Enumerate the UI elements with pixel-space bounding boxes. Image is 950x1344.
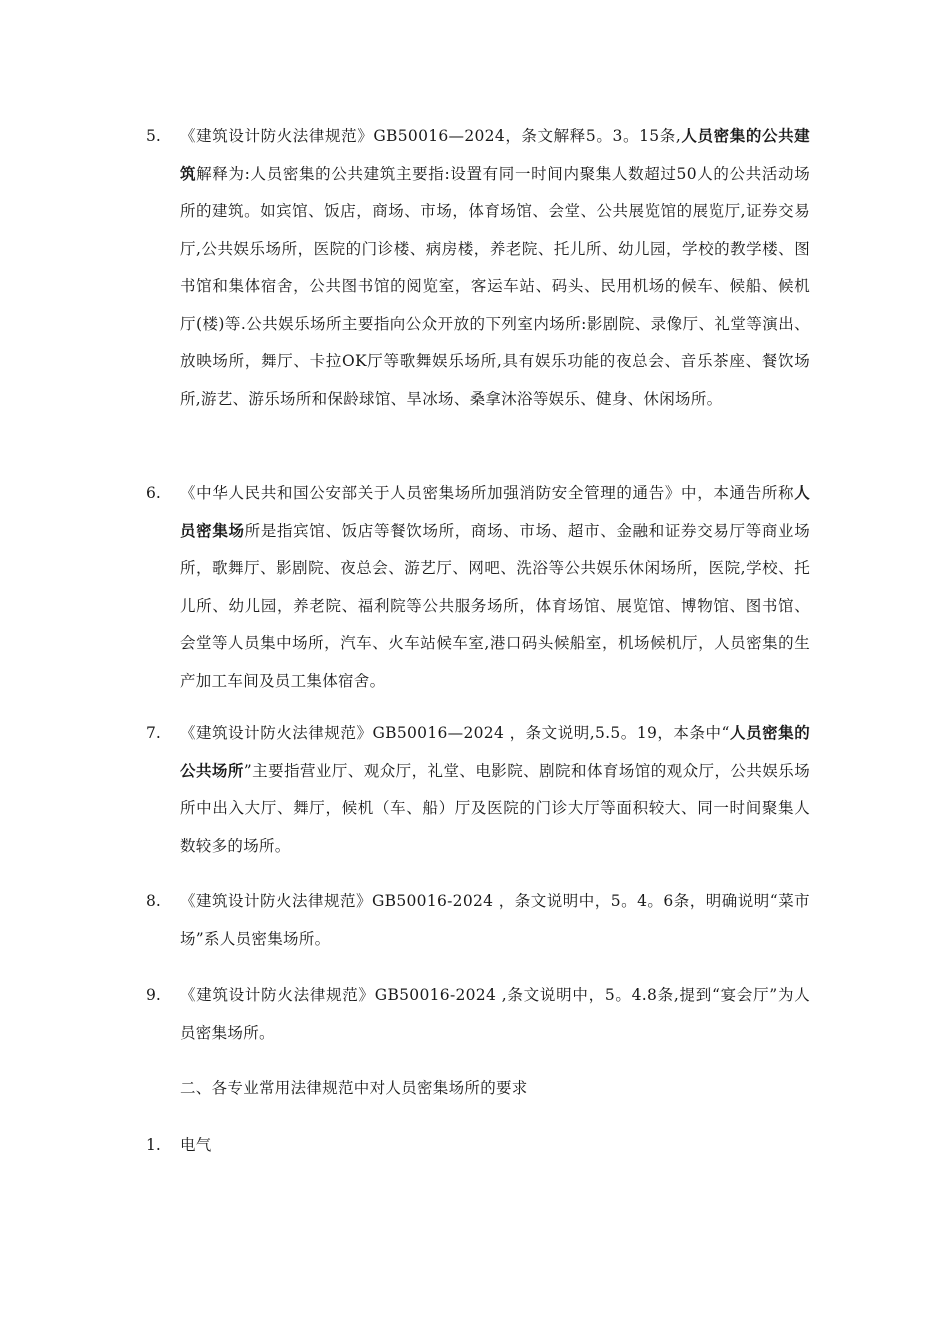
list-item-number: 6. — [146, 484, 161, 502]
list-item — [146, 977, 810, 1052]
text-run: 所是指宾馆、饭店等餐饮场所，商场、市场、超市、金融和证券交易厅等商业场所，歌舞厅、影剧院、夜总会、游艺厅、网吧、洗浴等公共娱乐休闲场所，医院,学校、托儿所、幼儿园，养老院、福利院等公共服务场所，体育场馆、展览馆、博物馆、图书馆、会堂等人员集中场所，汽车、火车站候车室,港口码头候船室，机场候机厅，人员密集的生产加工车间及员工集体宿舍。 — [180, 521, 810, 690]
list-item-text — [180, 475, 810, 700]
bold-term: 人员密集的公共建筑 — [180, 127, 810, 183]
list-item — [146, 883, 810, 958]
section-heading: 二、各专业常用法律规范中对人员密集场所的要求 — [180, 1079, 528, 1097]
list-item-number: 5. — [146, 127, 161, 145]
text-run: ”主要指营业厅、观众厅，礼堂、电影院、剧院和体育场馆的观众厅，公共娱乐场所中出入大厅、舞厅，候机（车、船）厅及医院的门诊大厅等面积较大、同一时间聚集人数较多的场所。 — [180, 761, 810, 855]
list-item — [146, 475, 810, 700]
text-run: 解释为:人员密集的公共建筑主要指:设置有同一时间内聚集人数超过50人的公共活动场所的建筑。如宾馆、饭店，商场、市场，体育场馆、会堂、公共展览馆的展览厅,证券交易厅,公共娱乐场所，医院的门诊楼、病房楼，养老院、托儿所、幼儿园，学校的教学楼、图书馆和集体宿舍，公共图书馆的阅览室，客运车站、码头、民用机场的候车、候船、候机厅(楼)等.公共娱乐场所主要指向公众开放的下列室内场所:影剧院、录像厅、礼堂等演出、放映场所，舞厅、卡拉OK厅等歌舞娱乐场所,具有娱乐功能的夜总会、音乐茶座、餐饮场所,游艺、游乐场所和保龄球馆、旱冰场、桑拿沐浴等娱乐、健身、休闲场所。 — [180, 164, 810, 408]
text-run: 《建筑设计防火法律规范》GB50016—2024 ，条文说明,5.5。19，本条中“ — [180, 724, 730, 742]
text-run: 《建筑设计防火法律规范》GB50016-2024 ，条文说明中，5。4。6条，明确说明“菜市场”系人员密集场所。 — [180, 892, 810, 948]
list-item-text: 电气 — [180, 1136, 212, 1154]
text-run: 《中华人民共和国公安部关于人员密集场所加强消防安全管理的通告》中，本通告所称 — [180, 484, 795, 502]
list-item — [146, 715, 810, 865]
sub-list-item — [146, 1127, 810, 1165]
list-item-number: 1. — [146, 1136, 161, 1154]
list-item — [146, 118, 810, 418]
list-item-number: 9. — [146, 986, 161, 1004]
text-run: 《建筑设计防火法律规范》GB50016—2024，条文解释5。3。15条, — [180, 127, 682, 145]
text-run: 《建筑设计防火法律规范》GB50016-2024 ,条文说明中，5。4.8条,提到“宴会厅”为人员密集场所。 — [180, 986, 810, 1042]
list-item-text — [180, 977, 810, 1052]
list-item-text — [180, 715, 810, 865]
list-item-number: 8. — [146, 892, 161, 910]
list-item-text — [180, 118, 810, 418]
list-item-text — [180, 883, 810, 958]
bold-term: 人员密集的公共场所 — [180, 724, 810, 780]
list-item-number: 7. — [146, 724, 161, 742]
bold-term: 人员密集场 — [180, 484, 810, 540]
